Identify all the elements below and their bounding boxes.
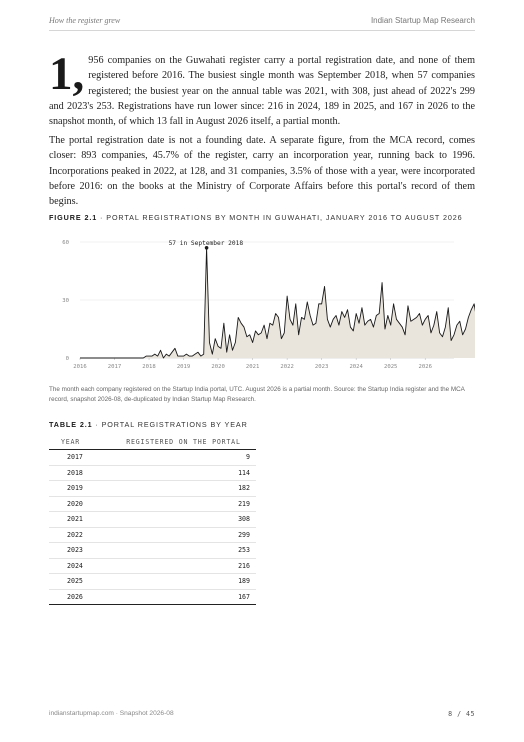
table-row <box>49 527 256 543</box>
table-title: · PORTAL REGISTRATIONS BY YEAR <box>92 420 248 429</box>
count-cell: 189 <box>86 574 256 590</box>
x-tick-label: 2021 <box>245 364 260 370</box>
x-tick-label: 2025 <box>383 364 398 370</box>
monthly-registrations-chart <box>49 228 475 376</box>
count-cell: 216 <box>86 558 256 574</box>
year-cell: 2024 <box>49 558 86 574</box>
count-cell: 253 <box>86 543 256 559</box>
table-number: TABLE 2.1 <box>49 420 93 429</box>
count-cell: 299 <box>86 527 256 543</box>
x-tick-label: 2022 <box>280 364 294 370</box>
column-header-registered: REGISTERED ON THE PORTAL <box>86 434 256 450</box>
series-area <box>80 248 475 358</box>
year-cell: 2020 <box>49 496 86 512</box>
x-tick-label: 2017 <box>107 364 122 370</box>
page-footer <box>49 710 475 722</box>
x-tick-label: 2018 <box>142 364 156 370</box>
count-cell: 308 <box>86 512 256 528</box>
year-cell: 2023 <box>49 543 86 559</box>
x-tick-label: 2023 <box>314 364 329 370</box>
year-cell: 2019 <box>49 481 86 497</box>
count-cell: 167 <box>86 589 256 605</box>
table-header-row <box>49 434 256 450</box>
table-row <box>49 589 256 605</box>
lead-paragraph-text: 956 companies on the Guwahati register carry a portal registration date, and none of them registered before 2016. The busiest single month was September 2018, when 57 companies registered; the busiest year on the annual table was 2021, with 308, just ahead of 2022's 299 and 2023's 253. Registrations have run lower since: 216 in 2024, 189 in 2025, and 167 in 2026 to the snapshot month, of which 13 fall in August 2026 itself, a partial month. <box>49 55 475 128</box>
figure-label <box>49 213 463 222</box>
figure-caption: The month each company registered on the Startup India portal, UTC. August 2026 is a partial month. Source: the Startup India register and the MCA record, snapshot 2026-08, de-duplicated by Indian Startup Map Research. <box>49 386 465 403</box>
count-cell: 219 <box>86 496 256 512</box>
table-row <box>49 558 256 574</box>
page-number <box>448 710 475 718</box>
year-cell: 2017 <box>49 450 86 466</box>
count-cell: 182 <box>86 481 256 497</box>
column-header-year: YEAR <box>49 434 86 450</box>
year-cell: 2021 <box>49 512 86 528</box>
total-pages: 45 <box>466 710 475 718</box>
x-tick-label: 2016 <box>73 364 87 370</box>
annual-registrations-table <box>49 434 256 605</box>
lead-paragraph <box>49 48 475 129</box>
figure-title: · PORTAL REGISTRATIONS BY MONTH IN GUWAHATI, JANUARY 2016 TO AUGUST 2026 <box>97 213 463 222</box>
page-separator: / <box>457 710 462 718</box>
current-page: 8 <box>448 710 453 718</box>
year-cell: 2022 <box>49 527 86 543</box>
table-row <box>49 450 256 466</box>
count-cell: 114 <box>86 465 256 481</box>
peak-annotation: 57 in September 2018 <box>168 239 244 247</box>
drop-cap: 1, <box>49 48 85 100</box>
year-cell: 2025 <box>49 574 86 590</box>
year-cell: 2018 <box>49 465 86 481</box>
y-tick-label: 30 <box>62 298 69 304</box>
table-row <box>49 512 256 528</box>
table-row <box>49 574 256 590</box>
year-cell: 2026 <box>49 589 86 605</box>
table-row <box>49 465 256 481</box>
x-tick-label: 2024 <box>349 364 363 370</box>
x-tick-label: 2020 <box>211 364 225 370</box>
table-row <box>49 481 256 497</box>
table-label <box>49 420 248 429</box>
y-tick-label: 60 <box>62 240 69 246</box>
count-cell: 9 <box>86 450 256 466</box>
footer-source: indianstartupmap.com · Snapshot 2026-08 <box>49 710 174 717</box>
running-header <box>49 16 475 31</box>
x-tick-label: 2019 <box>176 364 191 370</box>
y-tick-label: 0 <box>65 356 69 362</box>
table-row <box>49 496 256 512</box>
publication-name: Indian Startup Map Research <box>370 16 475 25</box>
figure-number: FIGURE 2.1 <box>49 213 98 222</box>
body-paragraph: The portal registration date is not a founding date. A separate figure, from the MCA record, comes closer: 893 companies, 45.7% of the register, carry an incorporation year, running back to 1996. Incorporations peaked in 2022, at 128, and 31 companies, 3.5% of those with a year, were incorporated before 2016: on the books at the Ministry of Corporate Affairs before this portal's record of them begins. <box>49 135 475 208</box>
chapter-title: How the register grew <box>49 16 121 25</box>
x-tick-label: 2026 <box>418 364 432 370</box>
table-row <box>49 543 256 559</box>
